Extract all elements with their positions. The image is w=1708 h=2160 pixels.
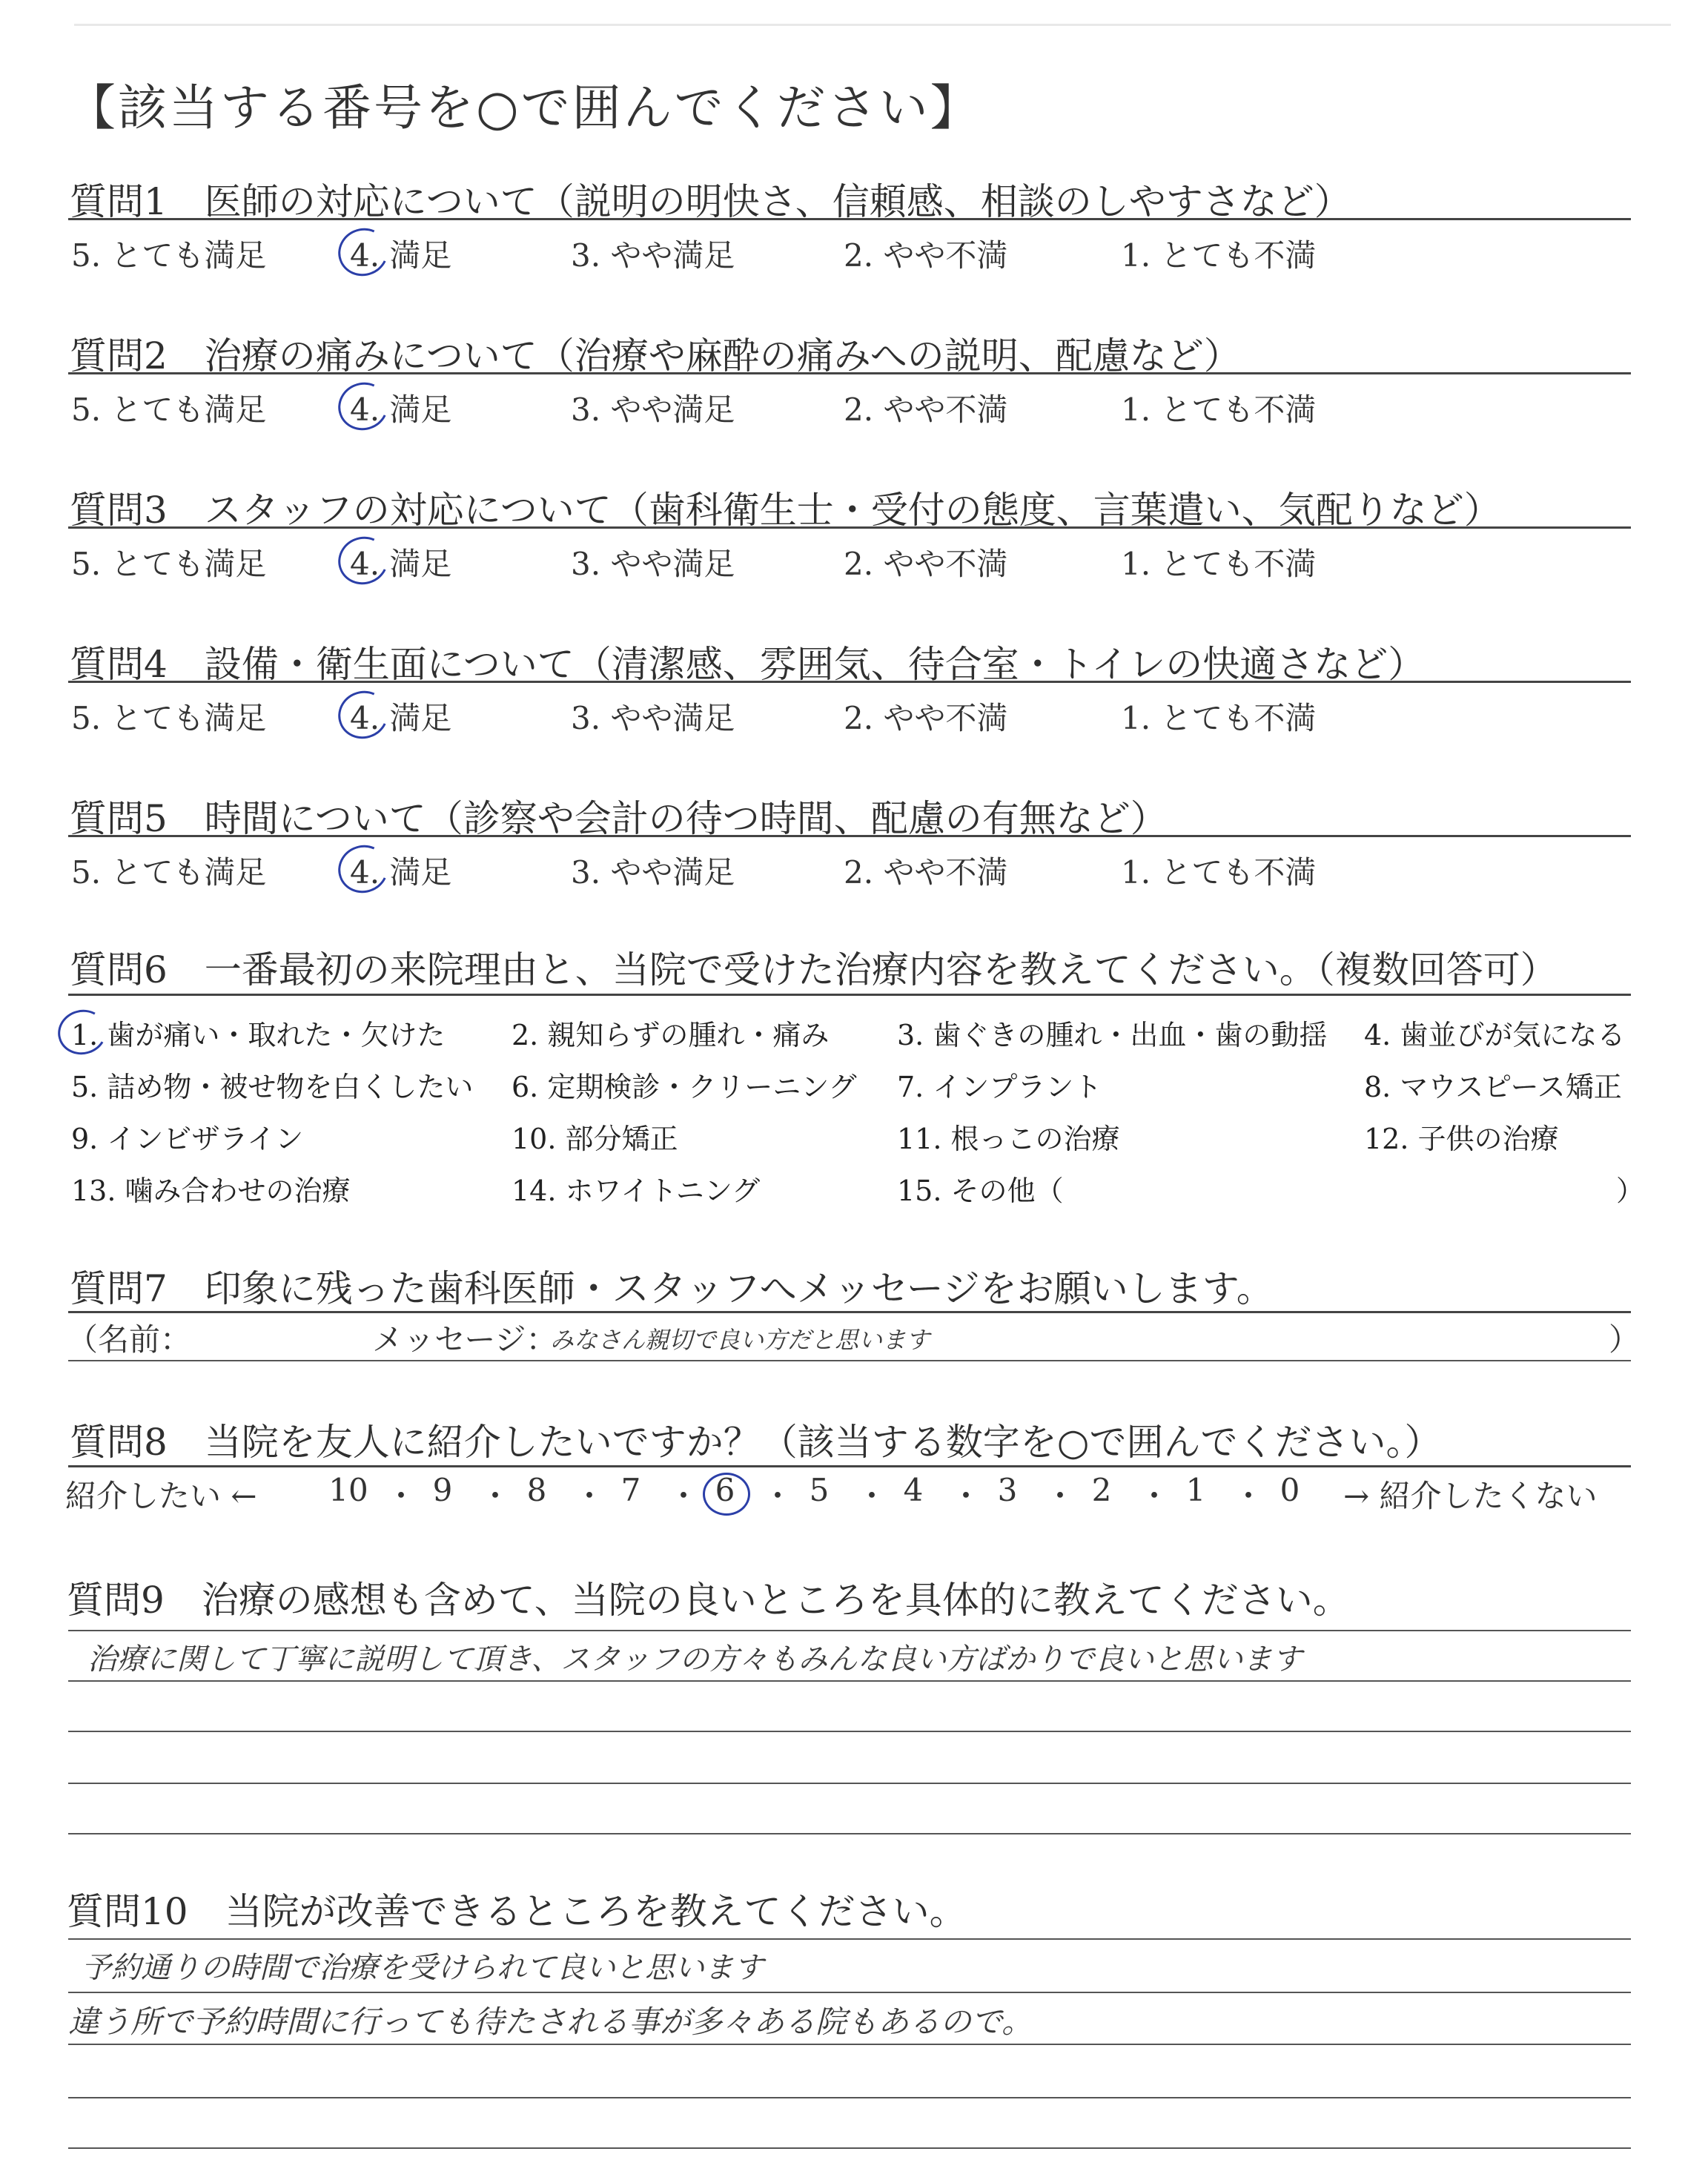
q9-line-5 — [68, 1833, 1631, 1834]
q4-option-4[interactable]: 4. 満足 — [350, 700, 452, 736]
q7-rule — [68, 1311, 1631, 1313]
q8-scale-0[interactable]: 0 — [1280, 1472, 1300, 1508]
q9-line-4 — [68, 1783, 1631, 1784]
q9-line-3 — [68, 1731, 1631, 1732]
q8-scale-6[interactable]: 6 — [715, 1472, 735, 1508]
q9-answer-line-1: 治療に関して丁寧に説明して頂き、スタッフの方々もみんな良い方ばかりで良いと思います — [87, 1642, 1302, 1677]
q7-underline — [68, 1360, 1631, 1361]
q10-line-1 — [68, 1938, 1631, 1940]
q1-option-2[interactable]: 2. やや不満 — [844, 237, 1008, 274]
q8-scale-3[interactable]: 3 — [997, 1472, 1018, 1508]
q3-title: 質問3 スタッフの対応について（歯科衛生士・受付の態度、言葉遣い、気配りなど） — [70, 489, 1501, 532]
q8-scale-10[interactable]: 10 — [328, 1472, 368, 1508]
q4-rule — [68, 681, 1631, 683]
q6-option-4[interactable]: 4. 歯並びが気になる — [1364, 1019, 1626, 1051]
q5-option-4[interactable]: 4. 満足 — [350, 854, 452, 891]
q3-option-5[interactable]: 5. とても満足 — [71, 546, 267, 582]
q2-option-2[interactable]: 2. やや不満 — [844, 392, 1008, 428]
q4-title: 質問4 設備・衛生面について（清潔感、雰囲気、待合室・トイレの快適さなど） — [70, 643, 1426, 686]
q8-title: 質問8 当院を友人に紹介したいですか？（該当する数字を○で囲んでください。） — [70, 1421, 1442, 1464]
q8-rule — [68, 1465, 1631, 1467]
q8-scale-1[interactable]: 1 — [1185, 1472, 1206, 1508]
q5-option-2[interactable]: 2. やや不満 — [844, 854, 1008, 891]
q6-option-7[interactable]: 7. インプラント — [897, 1071, 1102, 1103]
q8-scale-dot: ・ — [762, 1478, 794, 1514]
q3-option-1[interactable]: 1. とても不満 — [1121, 546, 1317, 582]
q8-scale-dot: ・ — [385, 1478, 417, 1514]
q1-rule — [68, 218, 1631, 220]
q10-answer-line-2: 違う所で予約時間に行っても待たされる事が多々ある院もあるので。 — [68, 2004, 1033, 2040]
q2-option-4[interactable]: 4. 満足 — [350, 392, 452, 428]
q6-option-5[interactable]: 5. 詰め物・被せ物を白くしたい — [71, 1071, 474, 1103]
q8-scale-4[interactable]: 4 — [903, 1472, 924, 1508]
q1-title: 質問1 医師の対応について（説明の明快さ、信頼感、相談のしやすさなど） — [70, 180, 1351, 223]
q5-rule — [68, 835, 1631, 837]
q8-scale-8[interactable]: 8 — [526, 1472, 547, 1508]
q6-title: 質問6 一番最初の来院理由と、当院で受けた治療内容を教えてください。（複数回答可） — [70, 948, 1558, 991]
q3-option-3[interactable]: 3. やや満足 — [571, 546, 735, 582]
q2-rule — [68, 372, 1631, 374]
q8-right-label: → 紹介したくない — [1343, 1478, 1598, 1514]
q5-option-3[interactable]: 3. やや満足 — [571, 854, 735, 891]
q6-option-10[interactable]: 10. 部分矯正 — [512, 1123, 678, 1155]
q1-option-3[interactable]: 3. やや満足 — [571, 237, 735, 274]
q10-line-2 — [68, 1992, 1631, 1993]
q7-title: 質問7 印象に残った歯科医師・スタッフへメッセージをお願いします。 — [70, 1267, 1274, 1310]
q7-close-paren: ） — [1609, 1321, 1641, 1358]
q3-rule — [68, 526, 1631, 529]
q8-scale-dot: ・ — [574, 1478, 606, 1514]
q8-scale-dot: ・ — [856, 1478, 888, 1514]
q5-option-1[interactable]: 1. とても不満 — [1121, 854, 1317, 891]
q2-option-1[interactable]: 1. とても不満 — [1121, 392, 1317, 428]
q10-line-3 — [68, 2044, 1631, 2045]
q8-scale-2[interactable]: 2 — [1091, 1472, 1112, 1508]
q6-option-3[interactable]: 3. 歯ぐきの腫れ・出血・歯の動揺 — [897, 1019, 1328, 1051]
q8-scale-dot: ・ — [480, 1478, 512, 1514]
q8-scale-dot: ・ — [1139, 1478, 1171, 1514]
q6-option-16[interactable]: ） — [1616, 1175, 1645, 1207]
q6-option-11[interactable]: 11. 根っこの治療 — [897, 1123, 1120, 1155]
q6-option-6[interactable]: 6. 定期検診・クリーニング — [512, 1071, 857, 1103]
q5-title: 質問5 時間について（診察や会計の待つ時間、配慮の有無など） — [70, 797, 1168, 840]
q1-option-1[interactable]: 1. とても不満 — [1121, 237, 1317, 274]
q8-selection-circle — [703, 1473, 750, 1516]
q7-name-label: （名前： — [67, 1321, 192, 1358]
q4-option-1[interactable]: 1. とても不満 — [1121, 700, 1317, 736]
top-border — [74, 24, 1671, 26]
q7-message-label: メッセージ： — [372, 1321, 557, 1358]
q5-option-5[interactable]: 5. とても満足 — [71, 854, 267, 891]
form-header: 【該当する番号を○で囲んでください】 — [67, 79, 982, 136]
q8-scale-dot: ・ — [668, 1478, 700, 1514]
q1-option-4[interactable]: 4. 満足 — [350, 237, 452, 274]
q6-option-9[interactable]: 9. インビザライン — [71, 1123, 304, 1155]
q4-option-2[interactable]: 2. やや不満 — [844, 700, 1008, 736]
q6-rule — [68, 994, 1631, 996]
q10-line-5 — [68, 2147, 1631, 2149]
q4-option-3[interactable]: 3. やや満足 — [571, 700, 735, 736]
q10-line-4 — [68, 2097, 1631, 2098]
q8-scale-9[interactable]: 9 — [432, 1472, 453, 1508]
q2-title: 質問2 治療の痛みについて（治療や麻酔の痛みへの説明、配慮など） — [70, 334, 1241, 377]
q9-line-1 — [68, 1630, 1631, 1631]
q6-option-1[interactable]: 1. 歯が痛い・取れた・欠けた — [71, 1019, 446, 1051]
q6-option-8[interactable]: 8. マウスピース矯正 — [1364, 1071, 1622, 1103]
q6-option-2[interactable]: 2. 親知らずの腫れ・痛み — [512, 1019, 830, 1051]
q9-title: 質問9 治療の感想も含めて、当院の良いところを具体的に教えてください。 — [67, 1579, 1350, 1622]
q10-title: 質問10 当院が改善できるところを教えてください。 — [67, 1890, 967, 1933]
q8-left-label: 紹介したい ← — [65, 1478, 257, 1514]
q3-option-2[interactable]: 2. やや不満 — [844, 546, 1008, 582]
q3-option-4[interactable]: 4. 満足 — [350, 546, 452, 582]
q2-option-5[interactable]: 5. とても満足 — [71, 392, 267, 428]
q2-option-3[interactable]: 3. やや満足 — [571, 392, 735, 428]
q9-line-2 — [68, 1680, 1631, 1682]
q8-scale-dot: ・ — [950, 1478, 982, 1514]
q8-scale-dot: ・ — [1233, 1478, 1265, 1514]
q8-scale-5[interactable]: 5 — [809, 1472, 830, 1508]
q6-option-13[interactable]: 13. 噛み合わせの治療 — [71, 1175, 351, 1207]
q7-message-handwriting: みなさん親切で良い方だと思います — [550, 1326, 930, 1354]
q8-scale-7[interactable]: 7 — [620, 1472, 641, 1508]
q10-answer-line-1: 予約通りの時間で治療を受けられて良いと思います — [82, 1951, 764, 1985]
q1-option-5[interactable]: 5. とても満足 — [71, 237, 267, 274]
q6-option-15[interactable]: 15. その他（ — [897, 1175, 1064, 1207]
q6-option-14[interactable]: 14. ホワイトニング — [512, 1175, 761, 1207]
q6-option-12[interactable]: 12. 子供の治療 — [1364, 1123, 1559, 1155]
q4-option-5[interactable]: 5. とても満足 — [71, 700, 267, 736]
q8-scale-dot: ・ — [1045, 1478, 1076, 1514]
